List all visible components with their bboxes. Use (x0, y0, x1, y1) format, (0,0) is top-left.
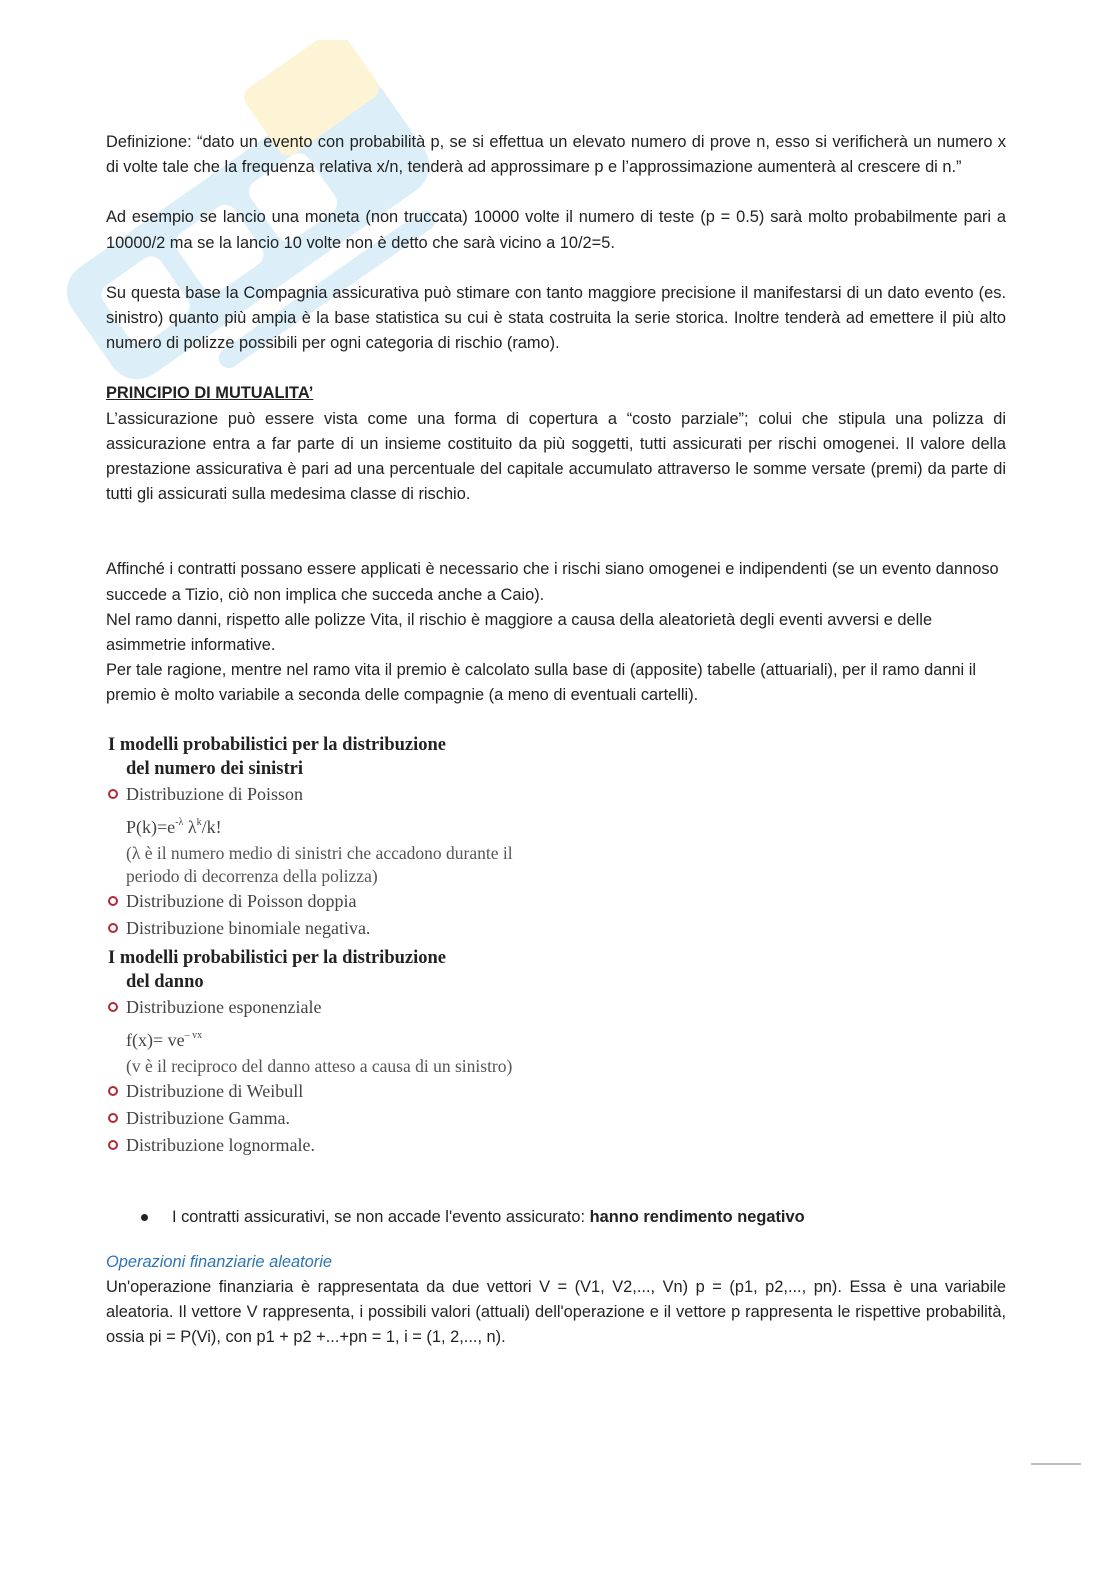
list-item: Distribuzione binomiale negativa. (108, 915, 568, 942)
poisson-formula: $P(k)=e^{-\lambda}$ $\lambda^k/k$! (126, 816, 222, 837)
slide-title-2-line-2: del danno (126, 971, 204, 992)
exponential-formula: $f(x)= ve^{- vx}$ (126, 1029, 203, 1050)
paragraph-contracts-2: Nel ramo danni, rispetto alle polizze Vita, il rischio è maggiore a causa della aleatorietà degli eventi avversi e delle asimmetrie informative. (106, 610, 933, 655)
paragraph-financial-operations: Un'operazione finanziaria è rappresentata da due vettori V = (V1, V2,..., Vn) p = (p1, p2,..., pn). Essa è una variabile aleatoria. Il vettore V rappresenta, i possibili valori (attuali) dell'operazione e il vettore p rappresenta le rispettive probabilità, ossia pi = P(Vi), con p1 + p2 +...+pn = 1, i = (1, 2,..., n). (106, 1277, 1006, 1347)
paragraph-mutuality: L’assicurazione può essere vista come una forma di copertura a “costo parziale”; colui che stipula una polizza di assicurazione entra a far parte di un insieme costituito da più soggetti, tutti assicurati per rischi omogenei. Il valore della prestazione assicurativa è pari ad una percentuale del capitale accumulato attraverso le somme versate (premi) da parte di tutti gli assicurati sulla medesima classe di rischio. (106, 409, 1006, 504)
paragraph-contracts-1: Affinché i contratti possano essere applicati è necessario che i rischi siano omogenei e indipendenti (se un evento dannoso succede a Tizio, ciò non implica che succeda anche a Caio). (106, 560, 999, 604)
slide-title-1-line-2: del numero dei sinistri (126, 758, 303, 779)
list-item: Distribuzione di Weibull (108, 1078, 568, 1105)
ring-bullet-icon (108, 1086, 118, 1096)
slide-title-damage (108, 946, 568, 994)
ring-bullet-icon (108, 923, 118, 933)
slide-title-2-line-1: I modelli probabilistici per la distribuzione (108, 947, 447, 968)
list-item: Distribuzione Gamma. (108, 1105, 568, 1132)
paragraph-definition: Definizione: “dato un evento con probabilità p, se si effettua un elevato numero di prove n, esso si verificherà un numero x di volte tale che la frequenza relativa x/n, tenderà ad approssimare p e l’approssimazione aumenterà al crescere di n.” (106, 133, 1006, 177)
paragraph-contracts-3: Per tale ragione, mentre nel ramo vita il premio è calcolato sulla base di (apposite) tabelle (attuariali), per il ramo danni il premio è molto variabile a seconda delle compagnie (a meno di eventuali cartelli). (106, 661, 977, 705)
probability-models-slide (108, 733, 568, 1159)
list-item: Distribuzione di Poisson doppia (108, 888, 568, 915)
list-item: Distribuzione lognormale. (108, 1132, 568, 1159)
list-item: Distribuzione esponenziale (108, 994, 568, 1021)
bullet-text: I contratti assicurativi, se non accade l'evento assicurato: hanno rendimento negativo (172, 1207, 805, 1226)
ring-bullet-icon (108, 896, 118, 906)
slide-title-1-line-1: I modelli probabilistici per la distribuzione (108, 734, 447, 755)
list-item: Distribuzione di Poisson (108, 781, 568, 808)
section-heading: Operazioni finanziarie aleatorie (106, 1252, 332, 1271)
slide-title-claims-count (108, 733, 568, 781)
ring-bullet-icon (108, 1140, 118, 1150)
mutuality-heading: PRINCIPIO DI MUTUALITA’ (106, 384, 314, 403)
ring-bullet-icon (108, 1113, 118, 1123)
document-page (106, 130, 1006, 1350)
ring-bullet-icon (108, 789, 118, 799)
bullet-dot-icon (141, 1214, 148, 1221)
bullet-negative-return (106, 1205, 1006, 1230)
exponential-note: (v è il reciproco del danno atteso a causa di un sinistro) (126, 1055, 513, 1076)
ring-bullet-icon (108, 1002, 118, 1012)
paragraph-example: Ad esempio se lancio una moneta (non truccata) 10000 volte il numero di teste (p = 0.5) sarà molto probabilmente pari a 10000/2 ma se la lancio 10 volte non è detto che sarà vicino a 10/2=5. (106, 208, 1006, 252)
page-number-line (1031, 1463, 1081, 1465)
poisson-note: (λ è il numero medio di sinistri che accadono durante il periodo di decorrenza della polizza) (126, 842, 513, 886)
paragraph-basis: Su questa base la Compagnia assicurativa può stimare con tanto maggiore precisione il manifestarsi di un dato evento (es. sinistro) quanto più ampia è la base statistica su cui è stata costruita la serie storica. Inoltre tenderà ad emettere il più alto numero di polizze possibili per ogni categoria di rischio (ramo). (106, 283, 1006, 353)
